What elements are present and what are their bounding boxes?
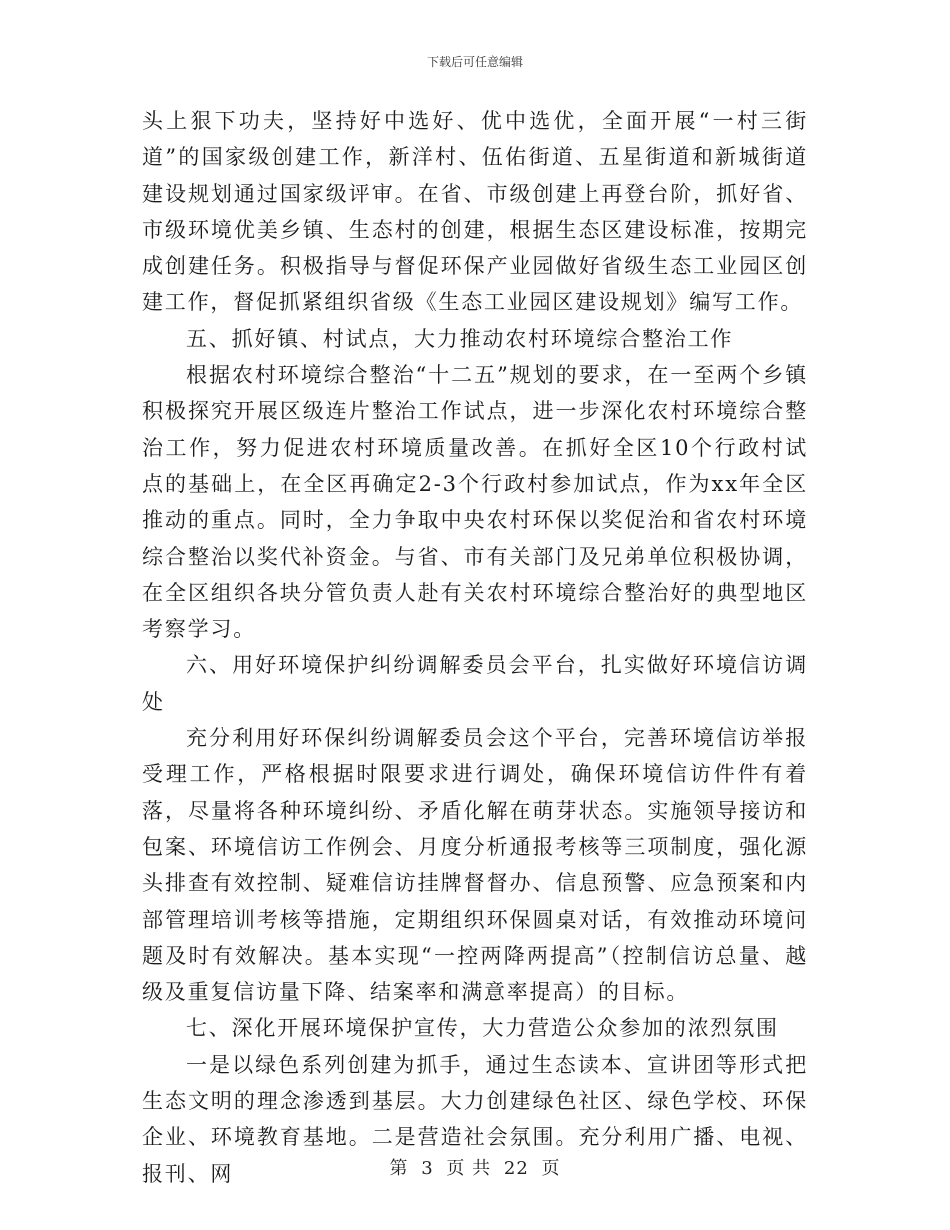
footer-prefix: 第 [389,1158,409,1179]
document-body [142,103,808,1192]
body-paragraph: 头上狠下功夫，坚持好中选好、优中选优，全面开展“一村三街道”的国家级创建工作，新洋村、伍佑街道、五星街道和新城街道建设规划通过国家级评审。在省、市级创建上再登台阶，抓好省、市级环境优美乡镇、生态村的创建，根据生态区建设标准，按期完成创建任务。积极指导与督促环保产业园做好省级生态工业园区创建工作，督促抓紧组织省级《生态工业园区建设规划》编写工作。 [142,109,808,315]
footer-suffix: 页 [541,1158,561,1179]
page-footer [0,1154,950,1180]
footer-middle: 页 共 [446,1158,492,1179]
body-paragraph: 根据农村环境综合整治“十二五”规划的要求，在一至两个乡镇积极探究开展区级连片整治工作试点，进一步深化农村环境综合整治工作，努力促进农村环境质量改善。在抓好全区10个行政村试点的基础上，在全区再确定2-3个行政村参加试点，作为xx年全区推动的重点。同时，全力争取中央农村环保以奖促治和省农村环境综合整治以奖代补资金。与省、市有关部门及兄弟单位积极协调，在全区组织各块分管负责人赴有关农村环境综合整治好的典型地区考察学习。 [142,363,808,642]
header-note: 下载后可任意编辑 [426,55,523,69]
section-heading-7: 七、深化开展环境保护宣传，大力营造公众参加的浓烈氛围 [186,1016,779,1041]
section-heading-6: 六、用好环境保护纠纷调解委员会平台，扎实做好环境信访调处 [142,653,808,714]
body-paragraph: 一是以绿色系列创建为抓手，通过生态读本、宣讲团等形式把生态文明的理念渗透到基层。大力创建绿色社区、绿色学校、环保企业、环境教育基地。二是营造社会氛围。充分利用广播、电视、报刊、网 [142,1052,808,1186]
section-heading-5: 五、抓好镇、村试点，大力推动农村环境综合整治工作 [186,326,734,351]
current-page-number: 3 [421,1158,434,1179]
total-pages-number: 22 [503,1158,529,1179]
body-paragraph: 充分利用好环保纠纷调解委员会这个平台，完善环境信访举报受理工作，严格根据时限要求进行调处，确保环境信访件件有着落，尽量将各种环境纠纷、矛盾化解在萌芽状态。实施领导接访和包案、环境信访工作例会、月度分析通报考核等三项制度，强化源头排查有效控制、疑难信访挂牌督督办、信息预警、应急预案和内部管理培训考核等措施，定期组织环保圆桌对话，有效推动环境问题及时有效解决。基本实现“一控两降两提高”（控制信访总量、越级及重复信访量下降、结案率和满意率提高）的目标。 [142,726,808,1005]
